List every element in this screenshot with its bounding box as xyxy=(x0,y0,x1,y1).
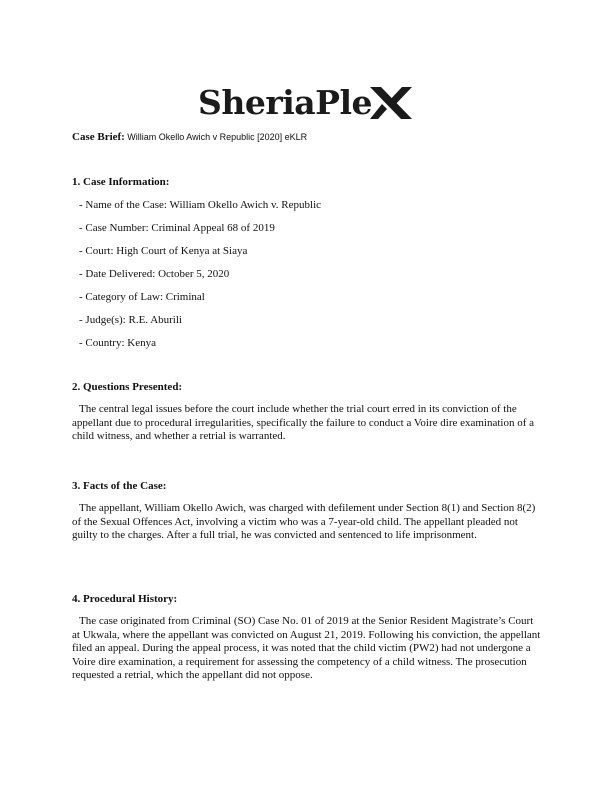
list-item: - Name of the Case: William Okello Awich v. Republic xyxy=(79,199,322,211)
list-item: - Court: High Court of Kenya at Siaya xyxy=(79,245,248,257)
section-paragraph: The case originated from Criminal (SO) Case No. 01 of 2019 at the Senior Resident Magistrate’s Court at Ukwala, where the appellant was convicted on August 21, 2019. Following his conviction, the appellant filed an appeal. During the appeal process, it was noted that the child victim (PW2) had not undergone a Voire dire examination, a requirement for assessing the competency of a child witness. The prosecution requested a retrial, which the appellant did not oppose. xyxy=(72,615,541,682)
section-paragraph: The appellant, William Okello Awich, was charged with defilement under Section 8(1) and Section 8(2) of the Sexual Offences Act, involving a victim who was a 7-year-old child. The appellant pleaded not guilty to the charges. After a full trial, he was convicted and sentenced to life imprisonment. xyxy=(72,502,536,542)
section-questions-presented xyxy=(72,381,542,444)
section-paragraph: The central legal issues before the court include whether the trial court erred in its conviction of the appellant due to procedural irregularities, specifically the failure to conduct a Voire dire examination of a child witness, and whether a retrial is warranted. xyxy=(72,403,535,443)
case-brief-line xyxy=(72,131,542,144)
section-heading: 2. Questions Presented: xyxy=(72,381,183,393)
section-case-information xyxy=(72,176,542,350)
list-item: - Date Delivered: October 5, 2020 xyxy=(79,268,230,280)
section-procedural-history xyxy=(72,593,542,683)
list-item: - Case Number: Criminal Appeal 68 of 2019 xyxy=(79,222,275,234)
case-brief-label: Case Brief: xyxy=(72,131,125,143)
section-heading: 1. Case Information: xyxy=(72,176,170,188)
logo-x-mark-icon xyxy=(368,85,414,121)
list-item: - Category of Law: Criminal xyxy=(79,291,205,303)
logo-text: SheriaPle xyxy=(198,82,372,122)
list-item: - Judge(s): R.E. Aburili xyxy=(79,314,182,326)
logo-wordmark xyxy=(198,83,414,122)
section-heading: 3. Facts of the Case: xyxy=(72,480,167,492)
list-item: - Country: Kenya xyxy=(79,337,156,349)
case-info-list xyxy=(72,199,542,350)
section-facts-of-the-case xyxy=(72,480,542,543)
section-heading: 4. Procedural History: xyxy=(72,593,178,605)
sheriaplex-logo xyxy=(0,80,612,124)
case-brief-title: William Okello Awich v Republic [2020] eKLR xyxy=(127,132,308,142)
